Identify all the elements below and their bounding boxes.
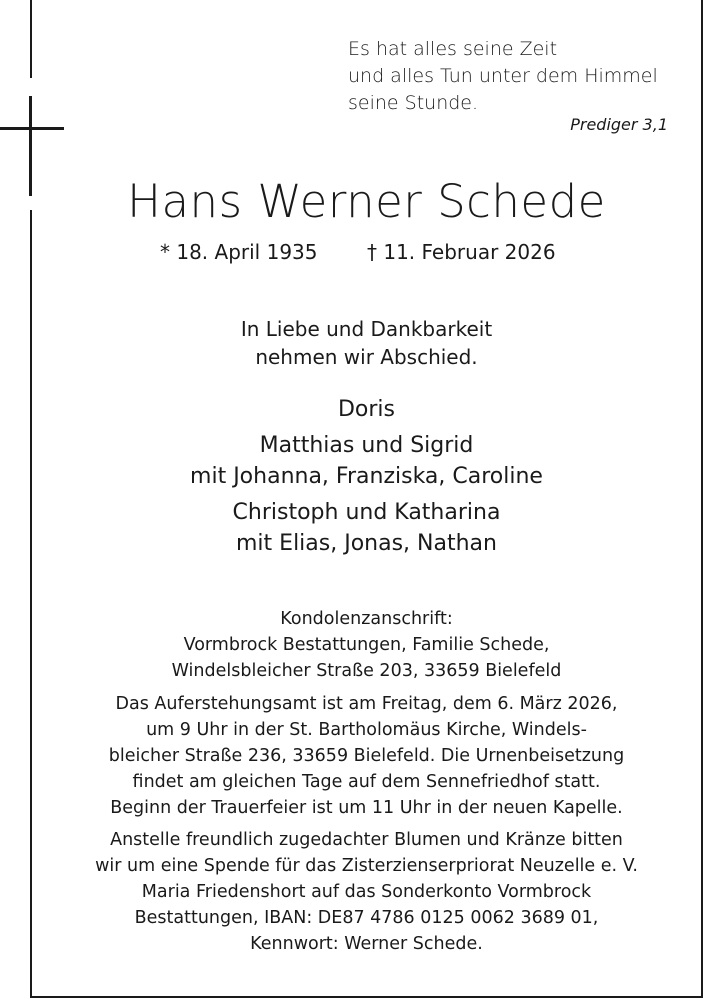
- service-line: Das Auferstehungsamt ist am Freitag, dem 6. März 2026,: [115, 694, 618, 714]
- farewell-intro: [32, 315, 701, 371]
- frame-bottom: [30, 996, 703, 998]
- donation-line: Kennwort: Werner Schede.: [250, 934, 483, 954]
- donation-line: wir um eine Spende für das Zisterzienserpriorat Neuzelle e. V.: [95, 856, 638, 876]
- mourners-list: [32, 394, 701, 559]
- service-info: [32, 691, 701, 821]
- donation-info: [32, 827, 701, 957]
- mourner-line: Doris: [337, 397, 396, 422]
- condolence-line: Windelsbleicher Straße 203, 33659 Bielefeld: [171, 661, 562, 681]
- service-line: bleicher Straße 236, 33659 Bielefeld. Die Urnenbeisetzung: [108, 746, 625, 766]
- mourner-line: Christoph und Katharina: [232, 500, 501, 525]
- intro-line: In Liebe und Dankbarkeit: [240, 317, 493, 341]
- birth-date: * 18. April 1935: [160, 240, 318, 264]
- motto-source: Prediger 3,1: [570, 115, 668, 134]
- mourner-line: mit Elias, Jonas, Nathan: [236, 531, 497, 556]
- condolence-line: Vormbrock Bestattungen, Familie Schede,: [183, 635, 550, 655]
- frame-left-upper: [30, 0, 32, 78]
- service-line: Beginn der Trauerfeier ist um 11 Uhr in der neuen Kapelle.: [110, 798, 623, 818]
- death-date: † 11. Februar 2026: [367, 240, 556, 264]
- service-line: um 9 Uhr in der St. Bartholomäus Kirche, Windels-: [146, 720, 587, 740]
- mourner-line: Matthias und Sigrid: [259, 433, 474, 458]
- donation-line: Anstelle freundlich zugedachter Blumen und Kränze bitten: [110, 830, 623, 850]
- motto: [348, 36, 658, 117]
- deceased-name: [32, 172, 703, 232]
- mourner-line: mit Johanna, Franziska, Caroline: [190, 464, 543, 489]
- service-line: findet am gleichen Tage auf dem Sennefriedhof statt.: [132, 772, 601, 792]
- donation-line: Maria Friedenshort auf das Sonderkonto Vormbrock: [141, 882, 592, 902]
- intro-line: nehmen wir Abschied.: [255, 345, 478, 369]
- motto-line: und alles Tun unter dem Himmel: [348, 65, 658, 87]
- motto-line: Es hat alles seine Zeit: [348, 38, 558, 60]
- motto-line: seine Stunde.: [348, 92, 479, 114]
- deceased-name-text: Hans Werner Schede: [127, 175, 606, 228]
- donation-line: Bestattungen, IBAN: DE87 4786 0125 0062 3689 01,: [134, 908, 599, 928]
- condolence-address: [32, 606, 701, 684]
- condolence-line: Kondolenzanschrift:: [280, 609, 453, 629]
